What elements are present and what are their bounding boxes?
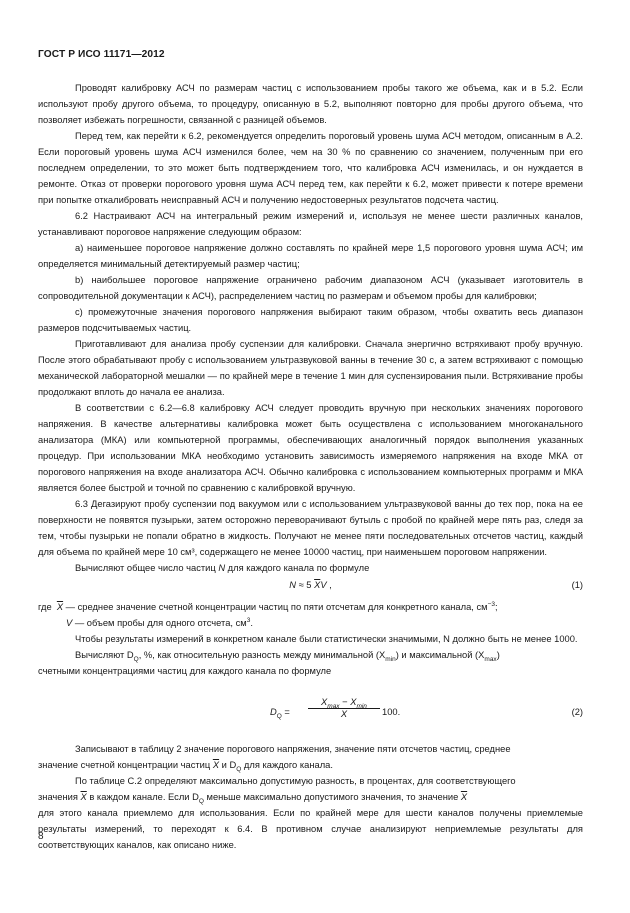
where-end-2: . <box>250 618 253 628</box>
text-span: , %, как относительную разность между минимальной (X <box>138 650 386 660</box>
sub-min: min <box>385 655 396 663</box>
eq1-rel: ≈ 5 <box>295 580 315 590</box>
eq2-minus: − <box>339 697 351 707</box>
paragraph-6-3: 6.3 Дегазируют пробу суспензии под вакуумом или с использованием ультразвуковой ванны до тех пор, пока на ее поверхности не появятся пузырьки, затем осторожно переворачивают бутыль с пробой по крайней мере пять раз, следя за тем, чтобы пузырьки не попали обратно в жидкость. Получают не менее пяти последовательных отсчетов частиц, каждый для объема по крайней мере 10 см³, содержащего не менее 10000 частиц, при наименьшем пороговом напряжении. <box>38 499 583 557</box>
equation-2 <box>38 697 583 735</box>
list-item-c: с) промежуточные значения порогового напряжения выбирают таким образом, чтобы охватить весь диапазон размеров подсчитываемых частиц. <box>38 307 583 333</box>
list-item-a: а) наименьшее пороговое напряжение должно составлять по крайней мере 1,5 порогового уровня шума АСЧ; им определяется минимальный детектируемый размер частиц; <box>38 243 583 269</box>
xbar-symbol: $\overline{X}$ <box>212 760 220 770</box>
where-line-1 <box>38 599 583 615</box>
paragraph-table-c2 <box>38 773 583 853</box>
where-line-2 <box>38 615 583 631</box>
text-span: для каждого канала. <box>241 760 333 770</box>
text-span: По таблице С.2 определяют максимально допустимую разность, в процентах, для соответствующего <box>75 776 516 786</box>
eq2-xmax-sub: max <box>327 702 340 710</box>
where-dash: — <box>63 602 78 612</box>
text-span: Вычисляют D <box>75 650 134 660</box>
sub-max: max <box>484 655 497 663</box>
where-exp-1: −3 <box>487 600 495 608</box>
page-number: 8 <box>38 831 44 842</box>
where-sym-xbar: $\overline{X}$ <box>56 602 64 612</box>
paragraph-mca: В соответствии с 6.2—6.8 калибровку АСЧ следует проводить вручную при нескольких значениях порогового напряжения. В качестве альтернативы калибровка может быть осуществлена с использованием многоканального анализатора (МКА) или компьютерной программы, обеспечивающих аналогичный порядок выполнения указанных процедур. При использовании МКА необходимо установить зависимость измеряемого напряжения на входе МКА от порогового напряжения на входе анализатора АСЧ. Обычно калибровка с использованием компьютерных программ и МКА является более быстрой и точной по сравнению с калибровкой вручную. <box>38 403 583 493</box>
text-span: Вычисляют общее число частиц <box>75 563 219 573</box>
equation-1 <box>38 580 583 590</box>
equation-number-1: (1) <box>571 580 583 590</box>
text-span: счетными концентрациями частиц для каждого канала по формуле <box>38 666 332 676</box>
variable-n: N <box>218 563 226 573</box>
where-label: где <box>38 602 52 612</box>
equation-number-2: (2) <box>571 707 583 717</box>
text-span: Записывают в таблицу 2 значение порогового напряжения, значение пяти отсчетов частиц, среднее <box>75 744 511 754</box>
eq2-tail: 100. <box>382 707 401 717</box>
paragraph-sample-prep: Приготавливают для анализа пробу суспензии для калибровки. Сначала энергично встряхивают пробу вручную. После этого обрабатывают пробу с использованием ультразвуковой ванны в течение 30 с, а затем встряхивают с помощью механической лабораторной мешалки — по крайней мере в течение 1 мин для суспензирования пыли. Встряхивание пробы продолжают вплоть до начала ее анализа. <box>38 339 583 397</box>
text-line <box>38 789 583 805</box>
paragraph-compute-n <box>38 560 583 576</box>
document-header: ГОСТ Р ИСО 11171—2012 <box>38 49 165 60</box>
where-text-2: объем пробы для одного отсчета, см <box>86 618 247 628</box>
sub-q: Q <box>133 655 139 663</box>
text-span: ) <box>496 650 500 660</box>
sub-q: Q <box>236 765 242 773</box>
eq2-d-sub: Q <box>276 712 282 720</box>
text-span: для каждого канала по формуле <box>225 563 370 573</box>
sub-q: Q <box>198 797 204 805</box>
final-text <box>38 741 583 853</box>
where-text-1: среднее значение счетной концентрации частиц по пяти отсчетам для конкретного канала, см <box>77 602 488 612</box>
paragraph-significance: Чтобы результаты измерений в конкретном канале были статистически значимыми, N должно быть не менее 1000. <box>75 634 578 644</box>
eq1-v: V <box>320 580 327 590</box>
eq2-eq: = <box>281 707 290 717</box>
text-span: значение счетной концентрации частиц <box>38 760 213 770</box>
xbar-symbol: $\overline{X}$ <box>80 792 87 802</box>
xbar-symbol: $\overline{X}$ <box>460 792 468 802</box>
eq2-denominator: $\overline{X}$ <box>340 709 348 719</box>
eq2-d: D <box>270 707 277 717</box>
paragraph-compute-dq <box>38 647 583 679</box>
eq1-end: , <box>326 580 332 590</box>
text-span: и D <box>219 760 237 770</box>
equation-1-body <box>38 580 583 590</box>
eq1-lhs: N <box>289 580 296 590</box>
eq2-fraction <box>308 697 380 719</box>
text-span: для этого канала приемлемо для использования. Если по крайней мере для шести каналов получены приемлемые результаты измерений, то переходят к 6.4. В противном случае анализируют неприемлемые результаты для соответствующих каналов, как описано ниже. <box>38 808 583 850</box>
where-sym-v: V <box>66 618 73 628</box>
paragraph-noise-level: Перед тем, как перейти к 6.2, рекомендуется определить пороговый уровень шума АСЧ методом, описанным в А.2. Если пороговый уровень шума АСЧ изменился более, чем на 30 % по сравнению со значением, полученным при его последнем определении, то это может быть подтверждением того, что калибровка АСЧ изменилась, и он нуждается в ремонте. Отказ от проверки порогового уровня шума АСЧ перед тем, как перейти к 6.2, может привести к потере времени при попытке откалибровать неисправный АСЧ и получению недостоверных результатов подсчета частиц. <box>38 131 583 205</box>
main-text <box>38 80 583 576</box>
eq2-xmin-sub: min <box>356 702 367 710</box>
text-span: значения <box>38 792 81 802</box>
eq2-xmin: X <box>350 697 357 707</box>
eq2-lhs <box>270 707 290 720</box>
text-line <box>38 757 583 773</box>
eq1-xbar: $\overline{X}$ <box>314 580 321 590</box>
list-item-b: b) наибольшее пороговое напряжение ограничено рабочим диапазоном АСЧ (указывает изготовитель в сопроводительной документации к АСЧ), распределением частиц по размерам и объемом пробы для калибровки; <box>38 275 583 301</box>
text-span: в каждом канале. Если D <box>86 792 199 802</box>
where-exp-2: 3 <box>246 616 251 624</box>
where-end-1: ; <box>494 602 498 612</box>
where-dash: — <box>72 618 87 628</box>
eq2-numerator <box>308 697 380 709</box>
where-clause <box>38 599 583 679</box>
paragraph-calibration-volume: Проводят калибровку АСЧ по размерам частиц с использованием пробы такого же объема, как и в 5.2. Если используют пробу другого объема, то процедуру, описанную в 5.2, выполняют повторно для пробы другого объема, что позволяет избежать погрешности, связанной с разницей объемов. <box>38 83 583 125</box>
text-span: ) и максимальной (X <box>395 650 485 660</box>
paragraph-record-table <box>38 741 583 773</box>
paragraph-6-2: 6.2 Настраивают АСЧ на интегральный режим измерений и, используя не менее шести различных каналов, устанавливают пороговое напряжение следующим образом: <box>38 211 583 237</box>
text-span: меньше максимально допустимого значения, то значение <box>203 792 461 802</box>
eq2-xmax: X <box>321 697 328 707</box>
